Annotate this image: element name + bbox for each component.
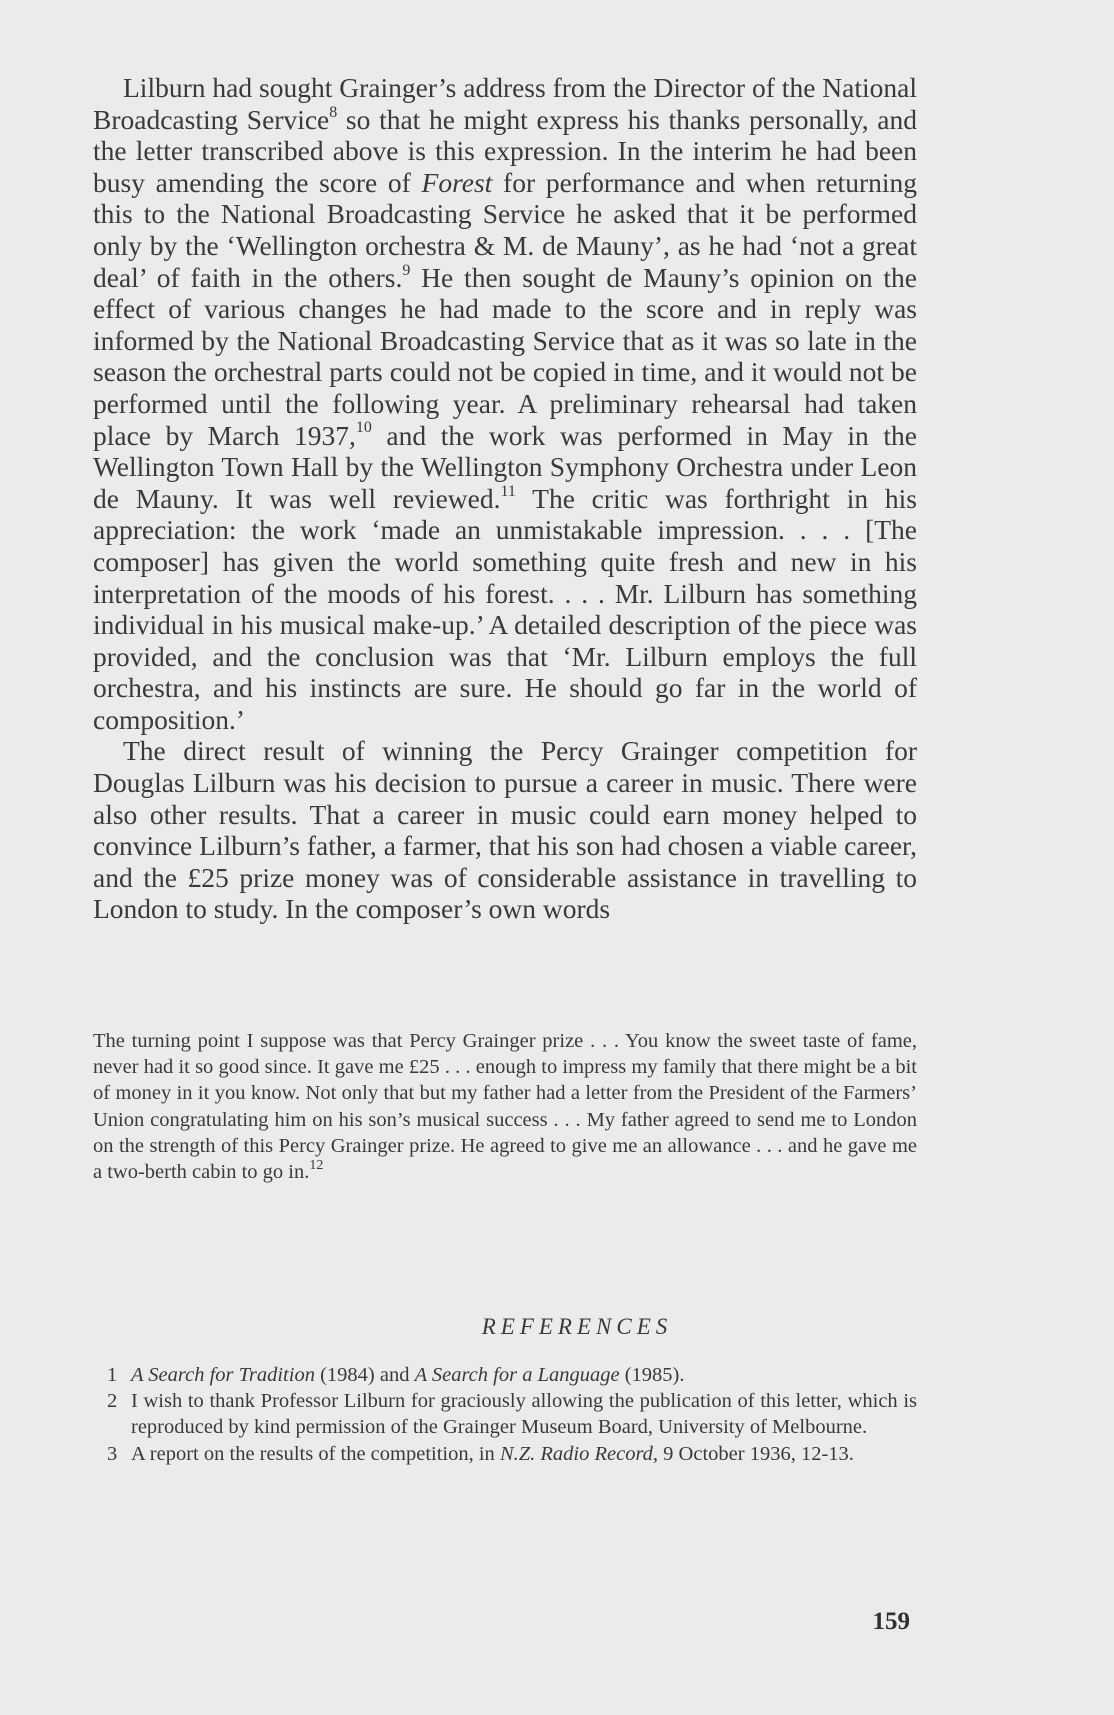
references-heading: REFERENCES <box>481 1314 673 1339</box>
body-text <box>93 72 917 925</box>
reference-number: 3 <box>107 1442 118 1465</box>
reference-text: I wish to thank Professor Lilburn for graciously allowing the publication of this letter, which is reproduced by kind permission of the Grainger Museum Board, University of Melbourne. <box>131 1390 917 1439</box>
reference-fragment: , 9 October 1936, 12-13. <box>652 1442 854 1465</box>
paragraph-1-part-2: so that he might express his thanks personally, and the letter transcribed above is this expression. In the interim he had been busy amending the score of <box>93 103 918 198</box>
page-number: 159 <box>872 1608 910 1635</box>
block-quote <box>93 1028 917 1185</box>
reference-number: 2 <box>107 1390 118 1413</box>
reference-title: A Search for a Language <box>414 1364 620 1386</box>
paragraph-1-part-1: Lilburn had sought Grainger’s address from the Director of the National Broadcasting Service <box>93 72 917 135</box>
block-quote-body: The turning point I suppose was that Percy Grainger prize . . . You know the sweet taste of fame, never had it so good since. It gave me £25 . . . enough to impress my family that there might be a bit of money in it you know. Not only that but my father had a letter from the President of the Farmers’ Union congratulating him on his son’s musical success . . . My father agreed to send me to London on the strength of this Percy Grainger prize. He agreed to give me an allowance . . . and he gave me a two-berth cabin to go in. <box>93 1030 917 1184</box>
paragraph-2: The direct result of winning the Percy Grainger competition for Douglas Lilburn was his decision to pursue a career in music. There were also other results. That a career in music could earn money helped to convince Lilburn’s father, a farmer, that his son had chosen a viable career, and the £25 prize money was of considerable assistance in travelling to London to study. In the composer’s own words <box>93 735 917 925</box>
paragraph-1-part-4: He then sought de Mauny’s opinion on the effect of various changes he had made to the score and in reply was informed by the National Broadcasting Service that as it was so late in the season the orchestral parts could not be copied in time, and it would not be performed until the following year. A preliminary rehearsal had taken place by March 1937, <box>93 261 917 451</box>
footnote-ref-9: 9 <box>402 261 411 279</box>
block-quote-text <box>93 1028 917 1185</box>
footnote-ref-8: 8 <box>329 103 338 121</box>
reference-item <box>107 1441 917 1467</box>
footnote-ref-10: 10 <box>355 419 372 437</box>
paragraph-1-part-6: The critic was forthright in his appreciation: the work ‘made an unmistakable impression. . . . [The composer] has given the world something quite fresh and new in his interpretation of the moods of his forest. . . . Mr. Lilburn has something individual in his musical make-up.’ A detailed description of the piece was provided, and the conclusion was that ‘Mr. Lilburn employs the full orchestra, and his instincts are sure. He should go far in the world of composition.’ <box>93 482 917 735</box>
paragraph-1-part-5: and the work was performed in May in the Wellington Town Hall by the Wellington Symphony Orchestra under Leon de Mauny. It was well reviewed. <box>93 419 917 514</box>
footnote-ref-12: 12 <box>309 1157 324 1173</box>
paragraph-1 <box>93 72 917 735</box>
reference-text <box>131 1362 917 1388</box>
reference-number: 1 <box>107 1364 118 1386</box>
footnote-ref-11: 11 <box>500 482 516 500</box>
reference-item <box>107 1388 917 1440</box>
reference-item <box>107 1362 917 1388</box>
reference-title: A Search for Tradition <box>131 1364 315 1386</box>
reference-text <box>131 1441 917 1467</box>
work-title-forest: Forest <box>421 166 493 198</box>
reference-list <box>107 1362 917 1467</box>
paragraph-1-part-3: for performance and when returning this to the National Broadcasting Service he asked that it be performed only by the ‘Wellington orchestra & M. de Mauny’, as he had ‘not a great deal’ of faith in the others. <box>93 166 917 293</box>
reference-fragment: (1985). <box>619 1364 685 1386</box>
reference-title: N.Z. Radio Record <box>499 1442 653 1465</box>
reference-fragment: A report on the results of the competition, in <box>131 1442 500 1465</box>
reference-fragment: (1984) and <box>314 1364 415 1386</box>
